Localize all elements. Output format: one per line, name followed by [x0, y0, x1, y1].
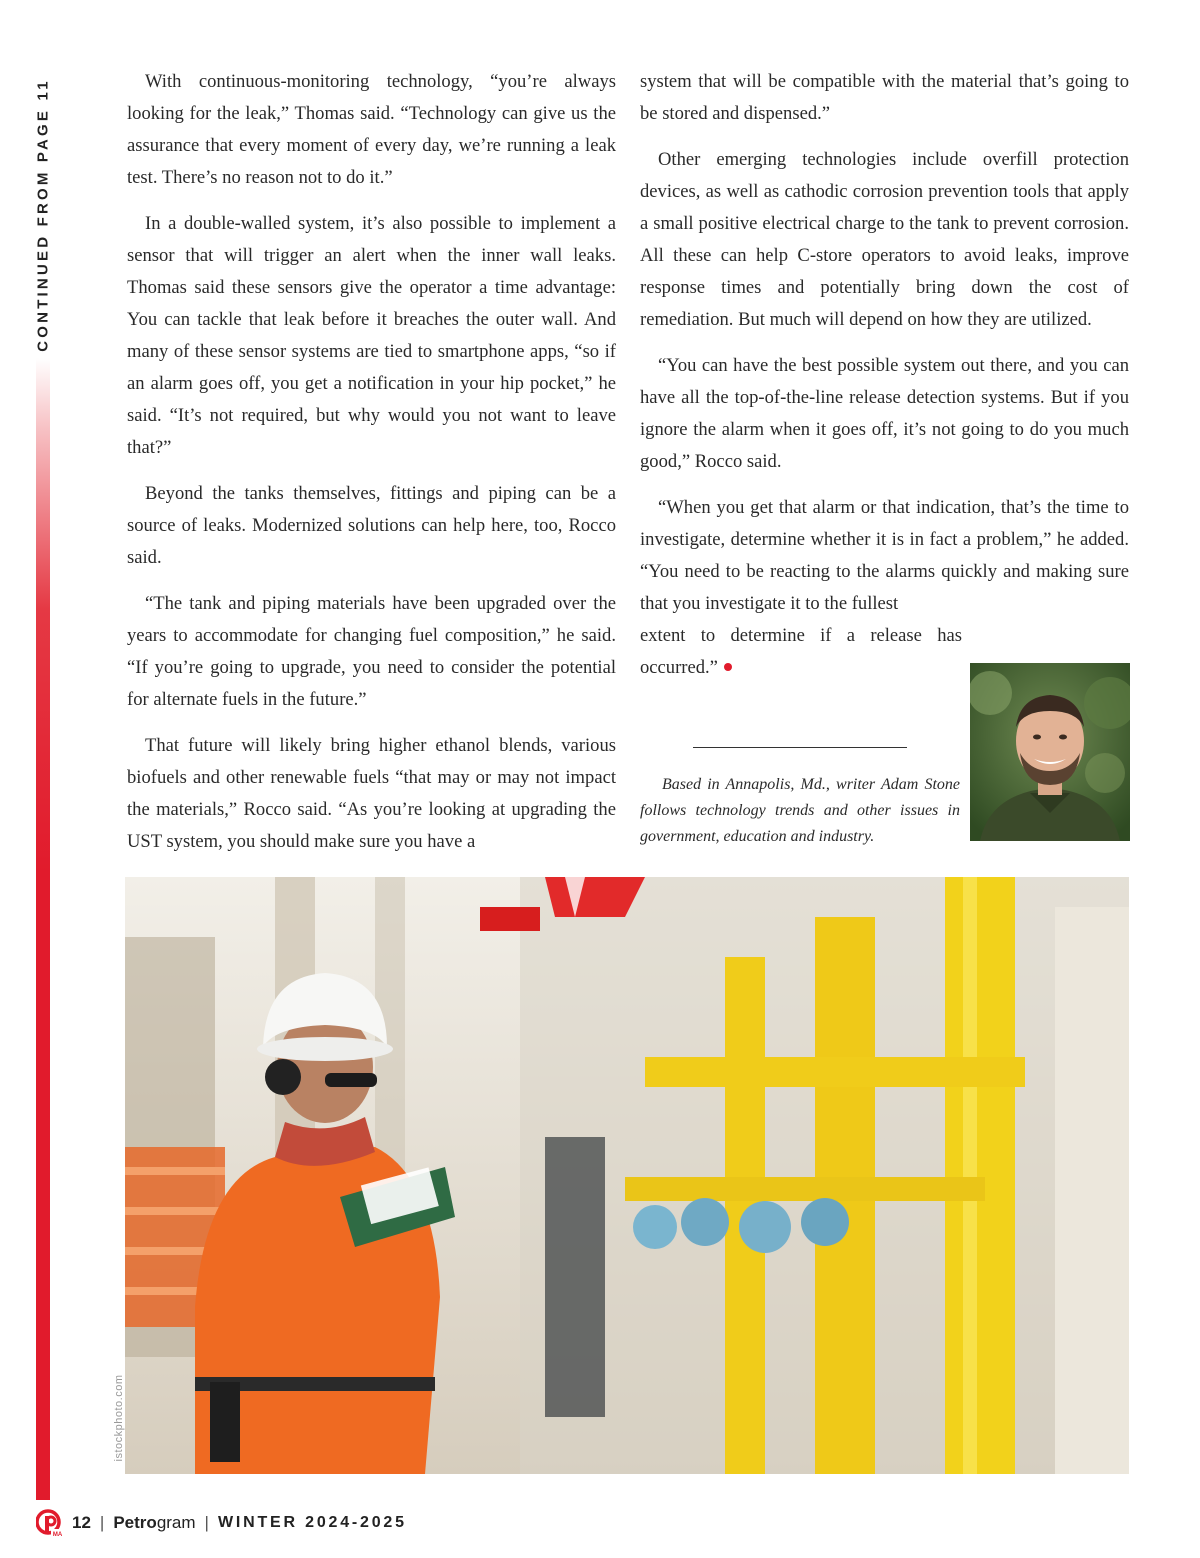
paragraph-continuation: system that will be compatible with the material that’s going to be stored and dispensed.” [640, 71, 1129, 124]
article-left-column [127, 66, 616, 872]
paragraph: Other emerging technologies include overfill protection devices, as well as cathodic corrosion prevention tools that apply a small positive electrical charge to the tank to prevent corrosion. All these can help C-store operators to avoid leaks, improve response times and potentially bring down the cost of remediation. But much will depend on how they are utilized. [640, 149, 1129, 330]
pma-logo-icon [36, 1509, 64, 1537]
end-of-article-icon [724, 663, 732, 671]
worker-inspection-photo [125, 877, 1129, 1474]
paragraph: In a double-walled system, it’s also possible to implement a sensor that will trigger an alert when the inner wall leaks. Thomas said these sensors give the operator a time advantage: You can tackle that leak before it breaches the outer wall. And many of these sensor systems are tied to smartphone apps, “so if an alarm goes off, you get a notification in your hip pocket,” he said. “It’s not required, but why would you not want to leave that?” [127, 213, 616, 458]
paragraph: “The tank and piping materials have been upgraded over the years to accommodate for changing fuel composition,” he said. “If you’re going to upgrade, you need to consider the potential for alternate fuels in the future.” [127, 593, 616, 710]
author-photo [970, 663, 1130, 841]
final-paragraph [640, 620, 962, 684]
bio-divider [693, 747, 907, 748]
photo-credit: istockphoto.com [113, 1374, 125, 1462]
footer-separator: | [204, 1513, 209, 1532]
publication-name [113, 1513, 195, 1533]
side-accent-bar [36, 358, 50, 1500]
continued-from-label: CONTINUED FROM PAGE 11 [34, 78, 52, 352]
paragraph: “When you get that alarm or that indication, that’s the time to investigate, determine whether it is in fact a problem,” he added. “You need to be reacting to the alarms quickly and making sure that you investigate it to the fullest [640, 497, 1129, 614]
footer-separator: | [99, 1513, 105, 1532]
issue-label: WINTER 2024-2025 [217, 1514, 407, 1531]
publication-name-regular: gram [156, 1513, 196, 1532]
publication-name-bold: Petro [113, 1513, 157, 1532]
svg-text:MA: MA [52, 1532, 63, 1537]
paragraph: With continuous-monitoring technology, “you’re always looking for the leak,” Thomas said. “Technology can give us the assurance that every moment of every day, we’re running a leak test. There’s no reason not to do it.” [127, 71, 616, 188]
paragraph: “You can have the best possible system out there, and you can have all the top-of-the-line release detection systems. But if you ignore the alarm when it goes off, it’s not going to do you much good,” Rocco said. [640, 355, 1129, 472]
paragraph: That future will likely bring higher ethanol blends, various biofuels and other renewable fuels “that may or may not impact the materials,” Rocco said. “As you’re looking at upgrading the UST system, you should make sure you have a [127, 735, 616, 852]
page-footer [36, 1508, 407, 1538]
paragraph: Beyond the tanks themselves, fittings and piping can be a source of leaks. Modernized solutions can help here, too, Rocco said. [127, 483, 616, 568]
article-right-column [640, 66, 1129, 698]
author-bio: Based in Annapolis, Md., writer Adam Stone follows technology trends and other issues in government, education and industry. [640, 776, 960, 845]
page-number: 12 [72, 1513, 91, 1532]
final-text: extent to determine if a release has occurred.” [640, 625, 962, 678]
